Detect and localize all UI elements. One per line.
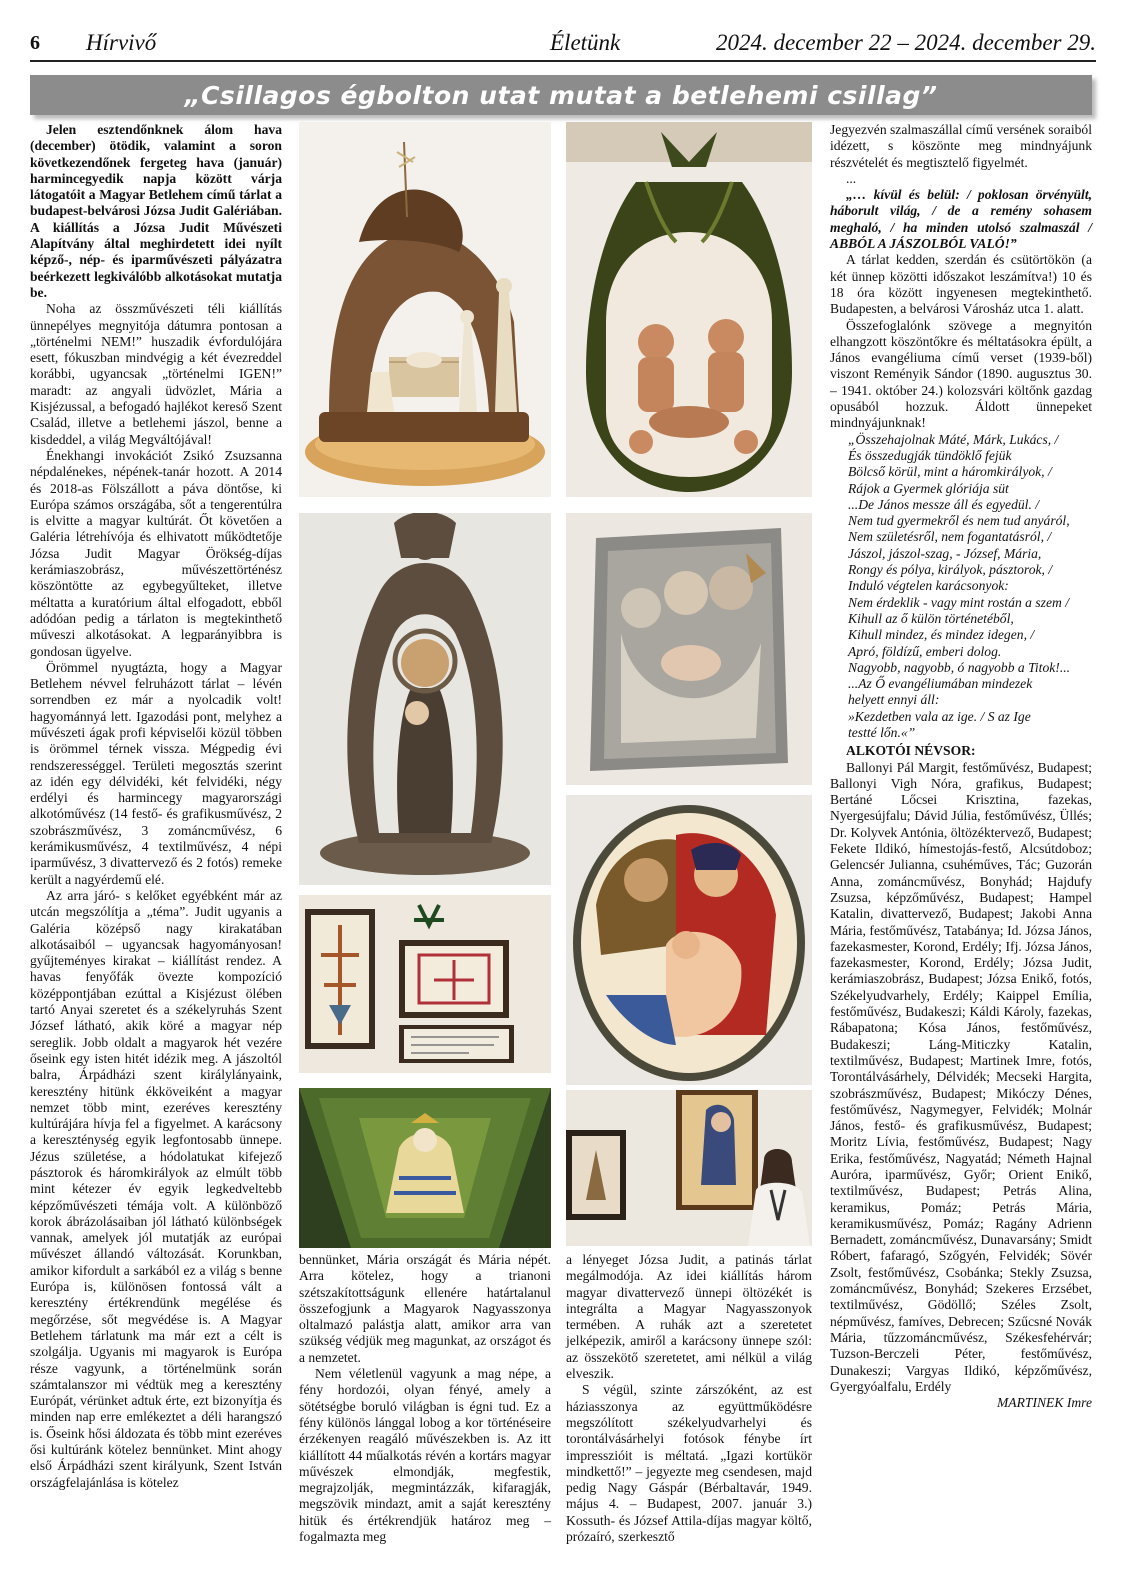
poem-line: Nem születésről, nem fogantatásról, / <box>848 529 1052 545</box>
ceramic-relief-icon <box>566 513 812 785</box>
poem-line: Nem tud gyermekről és nem tud anyáról, <box>848 513 1070 529</box>
paragraph: Összefoglalónk szövege a megnyitón elhangzott köszöntőkre és méltatásokra épült, a János evangéliuma című verset (1939-ből) viszont Reményik Sándor (1890. augusztus 30. – 1941. október 24.) kolozsvári költőnk gazdag opusából hozzuk. Áldott ünnepeket mindnyájunknak! <box>830 317 1092 431</box>
text-column-3 <box>566 1252 812 1545</box>
article-title: „Csillagos égbolton utat mutat a betlehemi csillag” <box>184 80 938 110</box>
photo-ceramic-lantern-nativity <box>566 122 812 497</box>
poem-line: »Kezdetben vala az ige. / S az Ige <box>848 708 1031 724</box>
paragraph: Az arra járó- s kelőket egyébként már az utcán megszólítja a „téma”. Judit ugyanis a Galéria középső nagy kirakatában alkotásaiból – ugyancsak hagyományosan! gyűjteményes kirakat – kiállítást rendez. A havas fenyőfák övezte kompozíció középpontjában ezúttal a Kisjézust ölében tartó Anyai szeretet és a székelyruhás Szent József látható, akik köré a magyar nép sereglik. Jobb oldalt a magyarok hét vezére őseink egy isten hitét idézik meg. A jászoltól balra, Árpádházi szent királylányaink, keresztény hitünk ékköveiként a magyar nemzet több mint, ezeréves keresztény kultúrájára hívja fel a figyelmet. A karácsony a kereszténység egyik legfontosabb ünnepe. Jézus születése, a hódolatukat kifejező pásztorok és háromkirályok az elmúlt több mint kétezer év egyik legkedveltebb képzőművészeti témája volt. A különböző korok ábrázolásaiban jól látható különbségek vannak, amelyek jól mutatják az európai művészet állandó változását. Korunkban, amikor kifordult a sarkából ez a világ s benne Európa is, különösen fontossá vált a keresztény értékrendünk megélése és megőrzése, sőt megvédése is. A Magyar Betlehem tárlatunk ma már ezt a célt is szolgálja. Ugyanis mi magyarok is Európa része vagyunk, a történelmünk során számtalanszor mi védtük meg a keresztény Európát, vérünket adtuk érte, ezt bizonyítja és minden nap erre emlékeztet a déli harangszó is. Őseink hősi áldozata és több mint ezeréves ősi kultúránk kötelez bennünket. Mint ahogy első Árpádházi szent királyunk, Szent István országfelajánlása is kötelez <box>30 887 282 1490</box>
publication-name: Hírvivő <box>86 30 157 55</box>
paragraph: Noha az összművészeti téli kiállítás ünnepélyes megnyitója dátumra pontosan a „történelmi NEM!” huszadik évfordulójára esett, fókuszban mindvégig a két évezreddel korábbi, ugyancsak „történelmi IGEN!” maradt: az angyali üdvözlet, Mária a Kisjézussal, a befogadó hajlékot kereső Szent Család, illetve a betlehemi jászol, benne a kisdeddel, a világ Megváltójával! <box>30 301 282 447</box>
paragraph: Nem véletlenül vagyunk a mag népe, a fény hordozói, olyan fényé, amely a sötétségbe boruló világban is égni tud. Ez a fény különös lánggal lobog a kor történéseire érzékenyen reagáló művészekben is. Az itt kiállított 44 műalkotás révén a kortárs magyar művészek elmondják, megfestik, megrajzolják, megmintázzák, kifaragják, megszövik mindazt, amit a saját keresztény hitük és értékrendjük határoz meg – fogalmazta meg <box>299 1366 551 1545</box>
page-number: 6 <box>30 32 40 54</box>
poem-line: ...De János messze áll és egyedül. / <box>848 496 1040 512</box>
poem-line: helyett ennyi áll: <box>848 692 940 708</box>
poem-line: Nem érdeklik - vagy mint rostán a szem / <box>848 594 1069 610</box>
photo-gallery-host <box>566 1090 812 1246</box>
poem-line: Rájok a Gyermek glóriája süt <box>848 480 1009 496</box>
issue-date: 2024. december 22 – 2024. december 29. <box>715 30 1096 55</box>
article-lead: Jelen esztendőnknek álom hava (december) ötödik, valamint a soron következendőnek fergeteg hava (január) harmincegyedik napja között várja látogatóit a Magyar Betlehem című tárlat a budapest-belvárosi Józsa Judit Galériában. A kiállítás a Józsa Judit Művészeti Alapítvány által meghirdetett idei nyílt képző-, nép- és iparművészeti pályázatra beérkezett legkiválóbb alkotásokat mutatja be. <box>30 122 282 300</box>
page-header <box>30 30 1096 60</box>
poem <box>830 432 1092 742</box>
green-ceramic-dish-icon <box>299 1088 551 1248</box>
poem-line: Apró, földízű, emberi dolog. <box>848 643 1002 659</box>
bronze-madonna-icon <box>299 513 551 885</box>
photo-madonna-sculpture <box>299 513 551 885</box>
poem-line: Kihull mindez, és mindez idegen, / <box>848 627 1035 643</box>
paragraph: Jegyezvén szalmaszállal című versének soraiból idézett, s köszönte meg mindnyájunk részvételét és megtisztelő figyelmét. <box>830 122 1092 170</box>
poem-line: Kihull az ő külön történetéből, <box>848 610 1014 626</box>
ceramic-lantern-icon <box>566 122 812 497</box>
paragraph: S végül, szinte zárszóként, az est háziasszonya az együttműködésre megszólított székelyudvarhelyi és torontálvásárhelyi fotósok fénybe írt impresszióit is méltatá. „Igazi kortükör mindkettő!” – jegyezte meg csendesen, majd pedig Nagy Gáspár (Bérbaltavár, 1949. május 4. – Budapest, 2007. január 3.) Kossuth- és József Attila-díjas magyar költő, prózaíró, szerkesztő <box>566 1382 812 1545</box>
paragraph: bennünket, Máriа országát és Mária népét. Arra kötelez, hogy a trianoni szétszakítottságunk ellenére határtalanul összefogjunk a Magyarok Nagyasszonya oltalmazó palástja alatt, amikor arra van szükség védjük meg magunkat, az országot és a nemzetet. <box>299 1252 551 1365</box>
text-column-2 <box>299 1252 551 1545</box>
poem-line: És összedugják tündöklő fejük <box>848 447 1012 463</box>
nativity-driftwood-sculpture-icon <box>299 122 551 497</box>
painted-plate-icon <box>566 795 812 1085</box>
poem-line: ...Az Ő evangéliumában mindezek <box>848 676 1033 692</box>
paragraph: a lényeget Józsa Judit, a patinás tárlat megálmodója. Az idei kiállítás három magyar divattervező ünnepi öltözékét is integrálta a Magyar Nagyasszonyok termében. A ruhák azt a szeretetet jelképezik, amiről a karácsony ünnepe szól: az összekötő szeretetet, ami nélkül a világ elveszik. <box>566 1252 812 1382</box>
paragraph: A tárlat kedden, szerdán és csütörtökön (a két ünnep közötti időszakot leszámítva!) 10 és 18 óra között ingyenesen megtekinthető. Budapesten, a belvárosi Városház utca 1. alatt. <box>830 252 1092 317</box>
ellipsis: ... <box>846 170 857 186</box>
roster-heading: ALKOTÓI NÉVSOR: <box>846 743 976 759</box>
section-name: Életünk <box>550 30 621 55</box>
poem-line: Nagyobb, nagyobb, ó nagyobb a Titok!... <box>848 659 1071 675</box>
quote-block: „… kívül és belül: / poklosan örvényült, háborult világ, / de a remény sohasem meghaló, / ha minden utolsó szalmaszál / ABBÓL A JÁSZOLBÓL VALÓ!” <box>830 187 1092 252</box>
poem-line: Jászol, jászol-szag, - József, Mária, <box>848 545 1042 561</box>
framed-embroideries-icon <box>299 895 551 1073</box>
text-column-4 <box>830 122 1092 1411</box>
poem-line: testté lőn.«” <box>848 724 916 740</box>
poem-line: Bölcső körül, mint a háromkirályok, / <box>848 464 1052 480</box>
header-rule <box>30 60 1096 62</box>
author-signature: MARTINEK Imre <box>996 1395 1092 1411</box>
poem-line: „Összehajolnak Máté, Márk, Lukács, / <box>848 431 1059 447</box>
poem-line: Rongy és pólya, királyok, pásztorok, / <box>848 562 1053 578</box>
poem-line: Induló végtelen karácsonyok: <box>848 578 1009 594</box>
photo-green-ceramic-madonna <box>299 1088 551 1248</box>
photo-embroidered-pictures <box>299 895 551 1073</box>
text-column-1 <box>30 122 282 1491</box>
photo-ceramic-relief <box>566 513 812 785</box>
article-title-bar <box>30 75 1092 115</box>
photo-wooden-nativity <box>299 122 551 497</box>
paragraph: Énekhangi invokációt Zsikó Zsuzsanna népdalénekes, népének-tanár hozott. A 2014 és 2018-as Fölszállott a páva döntőse, ki Európa számos országába, sőt a tengerentúlra is elvitte a magyar kultúrát. Őt követően a Galéria létrehívója és elhivatott működtetője Józsa Judit Magyar Örökség-díjas kerámiaszobrász, művészettörténész köszöntötte az egybegyűlteket, illetve méltatta a kuratórium által elfogadott, ebből adódóan pedig a tárlaton is megtekinthető műveszi alkotásokat. A legparányibbra is gondosan ügyelve. <box>30 447 282 659</box>
paragraph: Örömmel nyugtázta, hogy a Magyar Betlehem névvel felruházott tárlat – lévén sorrendben ez már a nyolcadik volt! hagyománnyá lett. Igazodási pont, melyhez a művészeti ágak profi képviselői közül többen is örömmel térnek vissza. Mégpedig évi rendszerességgel. Területi megosztás szerint az idén egy délvidéki, két felvidéki, négy erdélyi és harmincegy magyarországi alkotóművész (14 festő- és grafikusművész, 2 szobrászművész, 3 zománcművész, 6 kerámikusművész, 4 textilművész, 4 népi iparművész, 3 divattervező és 2 fotós) remeke került a nagyérdemű elé. <box>30 659 282 887</box>
gallery-woman-portrait-icon <box>566 1090 812 1246</box>
artist-roster: Ballonyi Pál Margit, festőművész, Budapest; Ballonyi Vigh Nóra, grafikus, Budapest; Bertáné Lőcsei Krisztina, fazekas, Nyergesújfalu; Dávid Júlia, festőművész, Üllés; Dr. Kolyvek Antónia, öltözéktervező, Budapest; Fekete Ildikó, hímestojás-festő, Alcsútdoboz; Gelencsér Julianna, csuhéműves, Tác; Guzorán Anna, zománcművész, Bonyhád; Hajdufy Zsuzsa, képzőművész, Budapest; Hampel Katalin, divattervező, Budapest; Jakobi Anna Mária, festőművész, Tatabánya; Id. Józsa János, fazekasmester, Korond, Erdély; Ifj. Józsa János, fazekasmester, Korond, Erdély; Józsa Judit, kerámiaszobrász, Budapest; Józsa Enikő, fotós, Székelyudvarhely, Erdély; Kaippel Emília, festőművész, Budakeszi; Káldi Károly, fazekas, Rábapatona; Kósa János, festőművész, Budakeszi; Láng-Miticzky Katalin, textilművész, Budapest; Martinek Imre, fotós, Torontálvásárhely, Délvidék; Mecseki Hargita, szobrászművész, Budapest; Mikóczy Dénes, festőművész, Nagymegyer, Felvidék; Molnár János, festő- és grafikusművész, Budapest; Moritz Lívia, festőművész, Budapest; Nagy Erika, festőművész, Nagyatád; Németh Hajnal Auróra, iparművész, Győr; Orient Enikő, textilművész, Budapest; Petrás Alina, keramikus, Pomáz; Petrás Mária, keramikusművész, Pomáz; Ragány Adrienn Bernadett, zománcművész, Dunavarsány; Smidt Róbert, fafaragó, Szőgyén, Felvidék; Sövér Zsolt, festőművész, Csobánka; Stekly Zsuzsa, zománcművész, Bonyhád; Szekeres Erzsébet, textilművész, Gödöllő; Széles Zsolt, népművész, famíves, Debrecen; Szűcsné Novák Mária, tűzzománcművész, Székesfehérvár; Tuzson-Berczeli Péter, festőművész, Dunakeszi; Vargyas Ildikó, képzőművész, Gyergyóalfalu, Erdély <box>830 759 1092 1394</box>
photo-holy-family-plate <box>566 795 812 1085</box>
